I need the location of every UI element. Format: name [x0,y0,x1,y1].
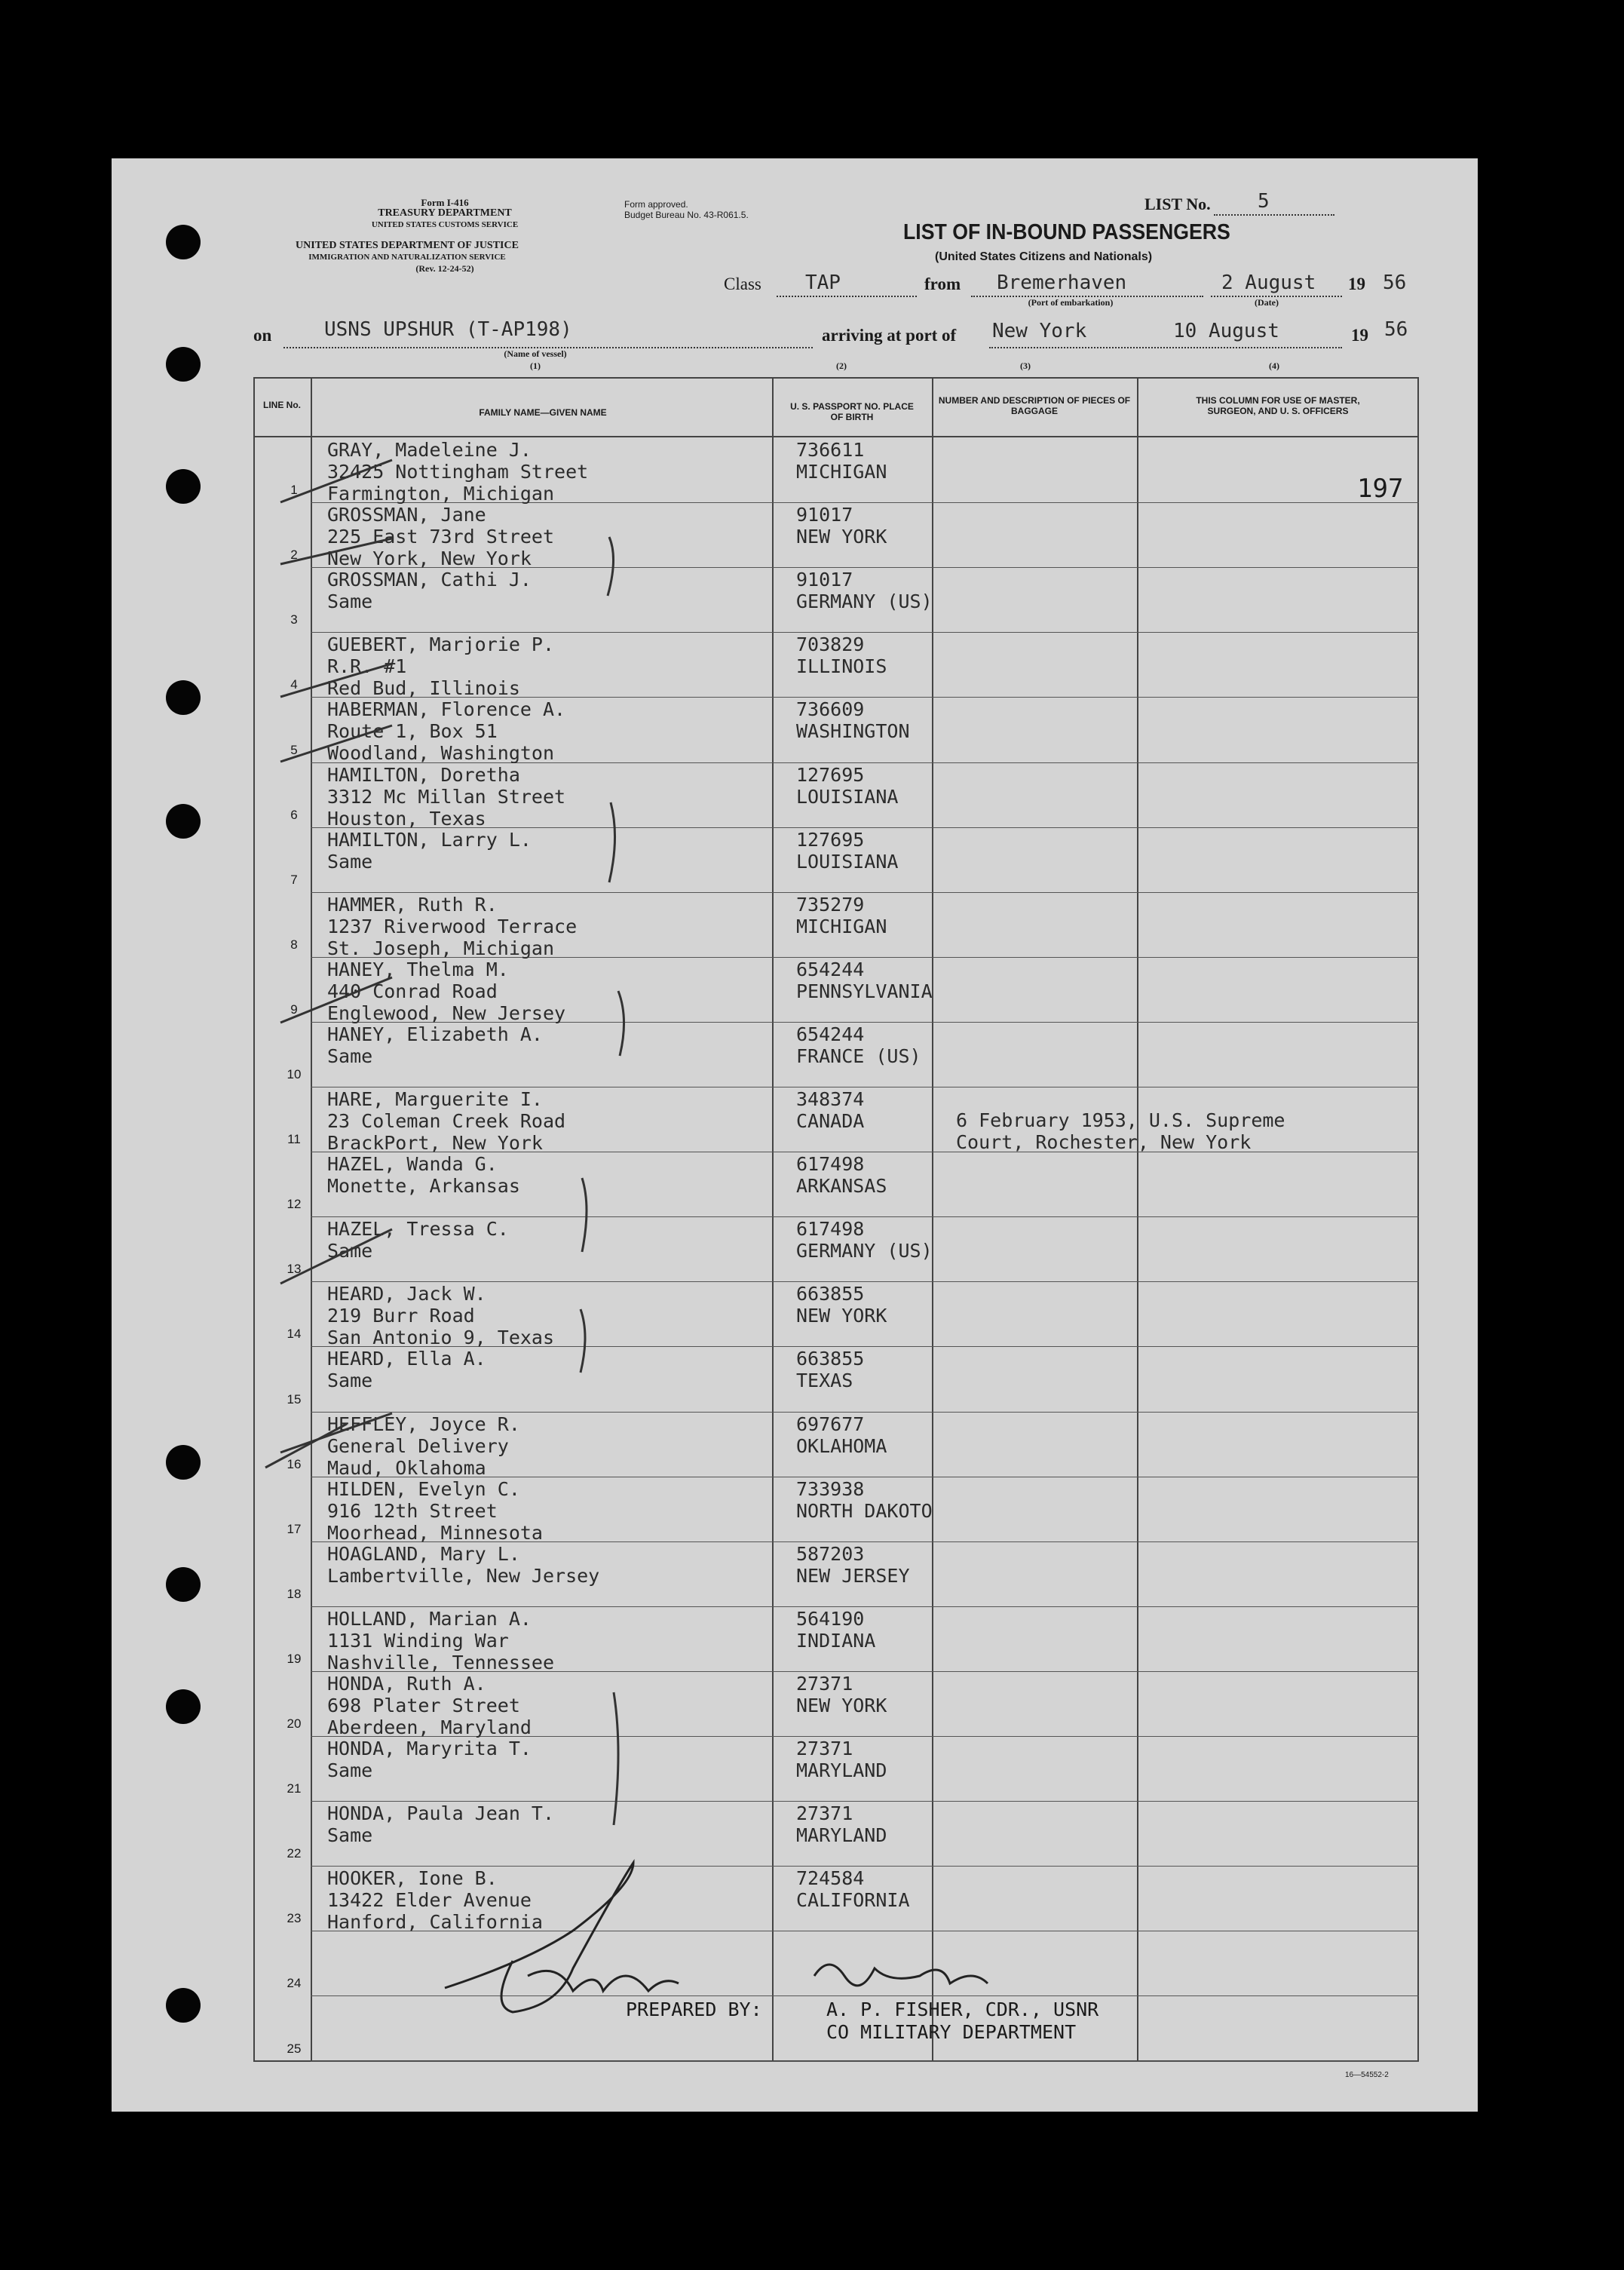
line-number: 20 [286,1716,302,1731]
line-number: 2 [290,548,298,562]
revision: (Rev. 12-24-52) [415,263,474,274]
year-prefix-2: 19 [1351,326,1368,345]
passenger-name-address: HAMMER, Ruth R. 1237 Riverwood Terrace St. Joseph, Michigan [327,894,578,959]
passenger-name-address: GUEBERT, Marjorie P. R.R. #1 Red Bud, Illinois [327,633,555,699]
line-number: 11 [287,1132,301,1146]
form-number: Form I-416 [421,197,469,208]
passenger-name-address: HONDA, Maryrita T. Same [327,1738,532,1781]
line-number: 22 [286,1846,302,1860]
passport-birthplace: 91017 GERMANY (US) [796,569,933,612]
line-number: 7 [290,873,298,887]
arriving-label: arriving at port of [822,326,957,345]
prepared-by-title: CO MILITARY DEPARTMENT [826,2021,1077,2043]
line-number: 17 [286,1522,302,1536]
passport-birthplace: 697677 OKLAHOMA [796,1413,887,1457]
list-number: 5 [1258,190,1270,213]
passenger-name-address: HOOKER, Ione B. 13422 Elder Avenue Hanford, California [327,1867,543,1933]
passport-birthplace: 733938 NORTH DAKOTO [796,1478,933,1522]
form-approved: Form approved. [624,199,688,210]
line-number: 21 [286,1781,302,1796]
passport-birthplace: 703829 ILLINOIS [796,633,887,677]
footer-code: 16—54552-2 [1345,2071,1389,2079]
passenger-name-address: HONDA, Paula Jean T. Same [327,1802,555,1846]
budget-bureau: Budget Bureau No. 43-R061.5. [624,210,749,220]
year-prefix: 19 [1348,275,1365,293]
column-caption-3: (3) [1020,360,1031,371]
passport-birthplace: 91017 NEW YORK [796,504,887,548]
passport-birthplace: 564190 INDIANA [796,1608,876,1652]
passport-birthplace: 736609 WASHINGTON [796,698,910,742]
class-value: TAP [805,271,841,294]
passenger-name-address: HANEY, Thelma M. 440 Conrad Road Englewood, New Jersey [327,959,566,1024]
embarkation-port: Bremerhaven [997,271,1127,294]
col-header-line-no: LINE No. [263,400,301,410]
class-label: Class [724,275,761,293]
passport-birthplace: 654244 FRANCE (US) [796,1023,921,1067]
passport-birthplace: 663855 TEXAS [796,1348,865,1391]
passenger-name-address: HOLLAND, Marian A. 1131 Winding War Nashville, Tennessee [327,1608,555,1673]
passport-birthplace: 587203 NEW JERSEY [796,1543,910,1587]
passenger-name-address: GROSSMAN, Cathi J. Same [327,569,532,612]
line-number: 4 [290,677,298,692]
ins-service: IMMIGRATION AND NATURALIZATION SERVICE [308,253,506,262]
passport-birthplace: 27371 NEW YORK [796,1673,887,1716]
col-header-baggage: NUMBER AND DESCRIPTION OF PIECES OF BAGGAGE [938,395,1131,416]
customs-service: UNITED STATES CUSTOMS SERVICE [371,220,519,229]
passenger-name-address: HOAGLAND, Mary L. Lambertville, New Jersey [327,1543,600,1587]
passport-birthplace: 348374 CANADA [796,1088,865,1132]
passport-birthplace: 654244 PENNSYLVANIA [796,959,933,1002]
prepared-by-label: PREPARED BY: [626,1999,762,2020]
col-header-passport: U. S. PASSPORT NO. PLACE OF BIRTH [790,401,914,422]
document-title: LIST OF IN-BOUND PASSENGERS [903,220,1230,244]
passenger-name-address: HEFFLEY, Joyce R. General Delivery Maud, Oklahoma [327,1413,520,1479]
passenger-name-address: HAMILTON, Doretha 3312 Mc Millan Street Houston, Texas [327,764,566,830]
passenger-name-address: HAZEL, Wanda G. Monette, Arkansas [327,1153,520,1197]
document-subtitle: (United States Citizens and Nationals) [935,250,1153,263]
date-caption: (Date) [1255,297,1279,308]
passenger-name-address: HILDEN, Evelyn C. 916 12th Street Moorhead, Minnesota [327,1478,543,1544]
passport-birthplace: 617498 ARKANSAS [796,1153,887,1197]
line-number: 13 [286,1262,302,1276]
line-number: 6 [290,808,298,822]
port-caption: (Port of embarkation) [1028,297,1114,308]
passport-birthplace: 663855 NEW YORK [796,1283,887,1327]
arrival-port: New York [992,320,1087,342]
from-label: from [924,275,961,293]
passport-birthplace: 724584 CALIFORNIA [796,1867,910,1911]
page-number: 197 [1357,474,1404,504]
passenger-name-address: HAZEL, Tressa C. Same [327,1218,509,1262]
col-header-name: FAMILY NAME—GIVEN NAME [479,407,607,418]
passenger-name-address: HABERMAN, Florence A. Route 1, Box 51 Woodland, Washington [327,698,566,764]
baggage-note: 6 February 1953, U.S. Supreme Court, Rochester, New York [956,1109,1285,1153]
line-number: 14 [286,1327,302,1341]
line-number: 9 [290,1002,298,1017]
embarkation-year: 56 [1383,271,1407,294]
prepared-by-name: A. P. FISHER, CDR., USNR [826,1999,1099,2020]
column-caption-4: (4) [1269,360,1279,371]
on-label: on [253,326,272,345]
passenger-name-address: GROSSMAN, Jane 225 East 73rd Street New York, New York [327,504,555,569]
passport-birthplace: 27371 MARYLAND [796,1738,887,1781]
passenger-name-address: HEARD, Jack W. 219 Burr Road San Antonio 9, Texas [327,1283,555,1348]
line-number: 10 [286,1067,302,1081]
line-number: 18 [286,1587,302,1601]
signature [445,1863,988,2012]
passenger-name-address: HANEY, Elizabeth A. Same [327,1023,543,1067]
line-number: 25 [286,2041,302,2056]
line-number: 23 [286,1911,302,1925]
line-number: 15 [286,1392,302,1406]
passenger-name-address: HAMILTON, Larry L. Same [327,829,532,873]
passport-birthplace: 127695 LOUISIANA [796,829,899,873]
line-number: 16 [286,1457,302,1471]
column-caption-1: (1) [530,360,541,371]
treasury-dept: TREASURY DEPARTMENT [378,207,512,219]
passenger-name-address: HONDA, Ruth A. 698 Plater Street Aberdeen, Maryland [327,1673,532,1738]
passport-birthplace: 27371 MARYLAND [796,1802,887,1846]
justice-dept: UNITED STATES DEPARTMENT OF JUSTICE [296,240,519,251]
line-number: 5 [290,743,298,757]
line-number: 1 [290,483,298,497]
line-number: 12 [286,1197,302,1211]
passport-birthplace: 617498 GERMANY (US) [796,1218,933,1262]
passport-birthplace: 127695 LOUISIANA [796,764,899,808]
line-number: 8 [290,937,298,952]
passenger-name-address: GRAY, Madeleine J. 32425 Nottingham Street Farmington, Michigan [327,439,589,505]
passenger-name-address: HARE, Marguerite I. 23 Coleman Creek Road BrackPort, New York [327,1088,566,1154]
vessel-caption: (Name of vessel) [504,348,567,359]
line-number: 19 [286,1652,302,1666]
vessel-name: USNS UPSHUR (T-AP198) [324,318,572,341]
line-number: 3 [290,612,298,627]
col-header-officers: THIS COLUMN FOR USE OF MASTER, SURGEON, AND U. S. OFFICERS [1196,395,1360,416]
arrival-year: 56 [1384,318,1408,341]
passport-birthplace: 736611 MICHIGAN [796,439,887,483]
list-number-label: LIST No. [1144,195,1211,213]
line-number: 24 [286,1976,302,1990]
passenger-name-address: HEARD, Ella A. Same [327,1348,486,1391]
arrival-date: 10 August [1173,320,1279,342]
passport-birthplace: 735279 MICHIGAN [796,894,887,937]
column-caption-2: (2) [836,360,847,371]
embarkation-date: 2 August [1221,271,1316,294]
